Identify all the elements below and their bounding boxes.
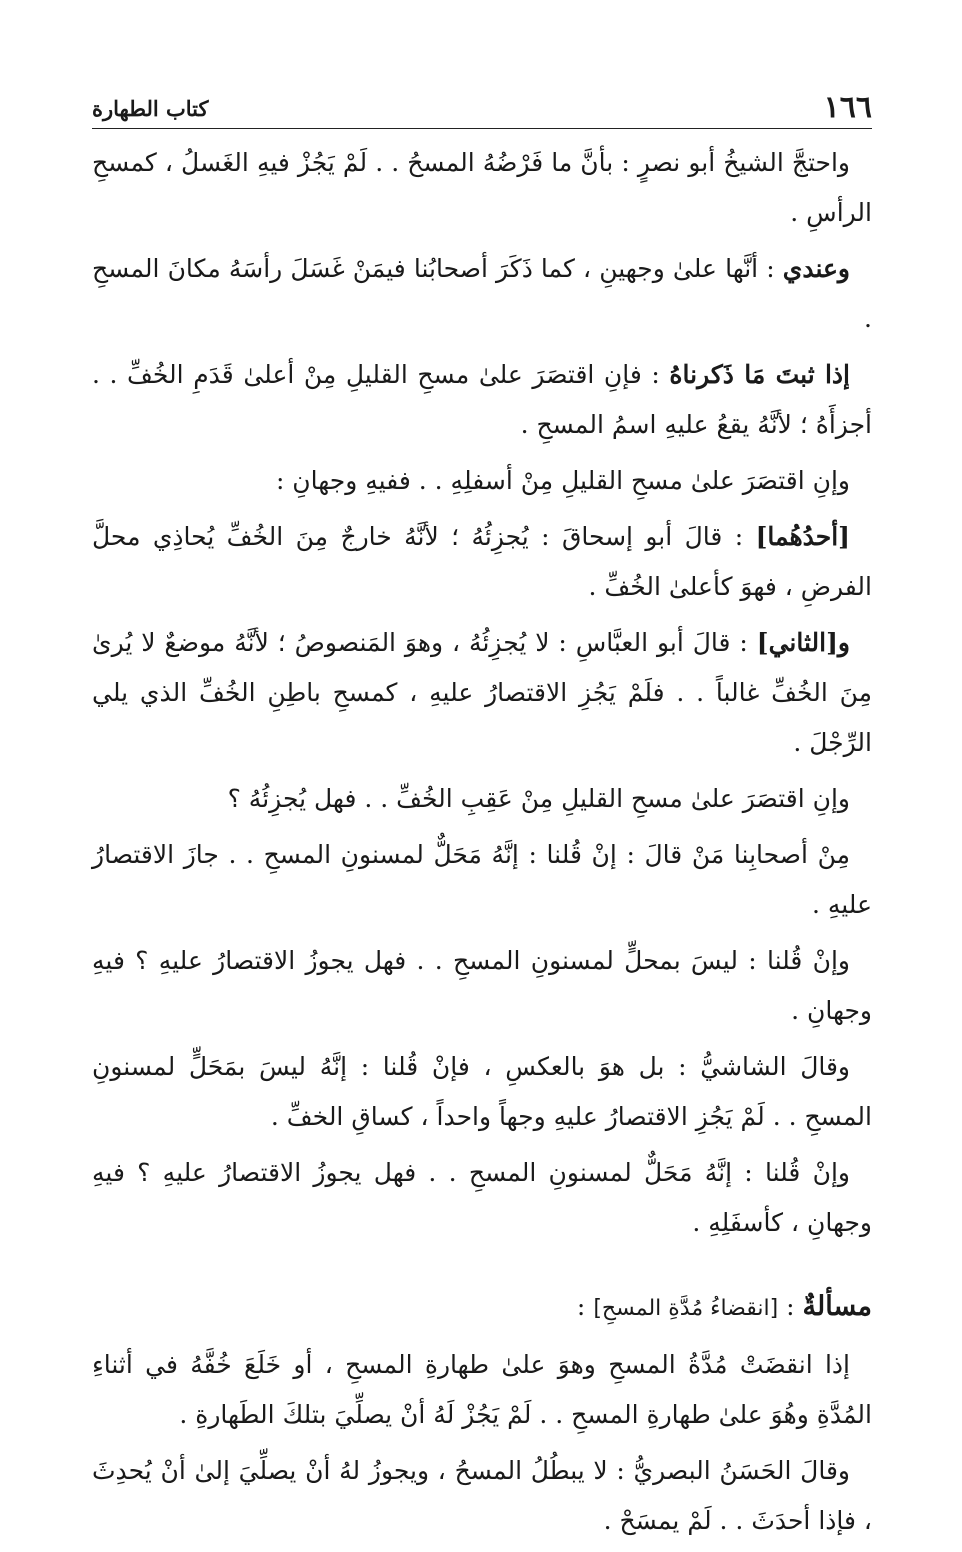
paragraph-text: وقالَ الحَسَنُ البصريُّ : لا يبطُلُ المسحُ ، ويجوزُ لهُ أنْ يصلِّيَ إلىٰ أنْ يُحدِثَ ، فإذا أحدَثَ . . لَمْ يمسَحْ . bbox=[92, 1456, 872, 1535]
page-body bbox=[92, 138, 872, 1552]
paragraph bbox=[92, 244, 872, 344]
paragraph-text: : أنَّها علىٰ وجهينِ ، كما ذَكَرَ أصحابُنا فيمَنْ غَسَلَ رأسَهُ مكانَ المسحِ . bbox=[92, 254, 872, 333]
paragraph-lead: و[الثاني] bbox=[756, 628, 850, 657]
paragraph-text: وقالَ الشاشيُّ : بل هوَ بالعكسِ ، فإنْ قُلنا : إنَّهُ ليسَ بمَحَلٍّ لمسنونِ المسحِ . . لَمْ يَجُزِ الاقتصارُ عليهِ وجهاً واحداً ، كساقِ الخفِّ . bbox=[92, 1052, 872, 1131]
page-number: ١٦٦ bbox=[823, 90, 872, 125]
paragraph bbox=[92, 1340, 872, 1440]
paragraph-lead: وعندي bbox=[782, 254, 850, 283]
paragraph-text: وإنْ قُلنا : إنَّهُ مَحَلٌّ لمسنونِ المسحِ . . فهل يجوزُ الاقتصارُ عليهِ ؟ فيهِ وجهانِ ، كأسفَلِهِ . bbox=[92, 1158, 872, 1237]
paragraph bbox=[92, 512, 872, 612]
paragraph bbox=[92, 618, 872, 768]
paragraph-lead: [أحدُهُما] bbox=[755, 522, 850, 551]
paragraph bbox=[92, 936, 872, 1036]
paragraph-text: مِنْ أصحابِنا مَنْ قالَ : إنْ قُلنا : إنَّهُ مَحَلٌّ لمسنونِ المسحِ . . جازَ الاقتصارُ عليهِ . bbox=[92, 840, 872, 919]
paragraph bbox=[92, 774, 872, 824]
issue-heading: مسألةٌ : [انقضاءُ مُدَّةِ المسحِ] : bbox=[576, 1291, 872, 1322]
paragraph-text: : فإنِ اقتصَرَ علىٰ مسحِ القليلِ مِنْ أعلىٰ قَدَمِ الخُفِّ . . أجزأَهُ ؛ لأنَّهُ يقعُ عليهِ اسمُ المسحِ . bbox=[92, 360, 872, 439]
paragraph bbox=[92, 1446, 872, 1546]
paragraph-text: واحتجَّ الشيخُ أبو نصرٍ : بأنَّ ما فَرْضُهُ المسحُ . . لَمْ يَجُزْ فيهِ الغَسلُ ، كمسحِ الرأسِ . bbox=[92, 148, 872, 227]
paragraph-text: : قالَ أبو إسحاقَ : يُجزِئُهُ ؛ لأنَّهُ خارجٌ مِنَ الخُفِّ يُحاذِي محلَّ الفرضِ ، فهوَ كأعلىٰ الخُفِّ . bbox=[92, 522, 872, 601]
paragraph bbox=[92, 830, 872, 930]
paragraph bbox=[92, 350, 872, 450]
issue-title: مسألةٌ bbox=[802, 1291, 872, 1322]
paragraph-lead: إذا ثبتَ مَا ذَكرناهُ bbox=[669, 360, 851, 389]
paragraph bbox=[92, 1042, 872, 1142]
issue-colon: : bbox=[576, 1292, 586, 1321]
paragraph-text: وإنِ اقتصَرَ علىٰ مسحِ القليلِ مِنْ أسفلِهِ . . ففيهِ وجهانِ : bbox=[275, 466, 850, 495]
paragraph bbox=[92, 1148, 872, 1248]
issue-topic: [انقضاءُ مُدَّةِ المسحِ] bbox=[593, 1296, 779, 1321]
paragraph-text: : قالَ أبو العبَّاسِ : لا يُجزِئُهُ ، وهوَ المَنصوصُ ؛ لأنَّهُ موضعٌ لا يُرىٰ مِنَ الخُفِّ غالباً . . فلَمْ يَجُزِ الاقتصارُ عليهِ ، كمسحِ باطِنِ الخُفِّ الذي يلي الرِّجْلَ . bbox=[92, 628, 872, 757]
document-page bbox=[92, 0, 872, 1535]
running-title: كتاب الطهارة bbox=[92, 96, 209, 121]
paragraph-text: إذا انقضَتْ مُدَّةُ المسحِ وهوَ علىٰ طهارةِ المسحِ ، أو خَلَعَ خُفَّهُ في أثناءِ المُدَّةِ وهُوَ علىٰ طهارةِ المسحِ . . لَمْ يَجُزْ لَهُ أنْ يصلِّيَ بتلكَ الطَهارةِ . bbox=[92, 1350, 872, 1429]
paragraph bbox=[92, 138, 872, 238]
paragraph bbox=[92, 456, 872, 506]
page-header bbox=[92, 88, 872, 129]
paragraph-text: وإنِ اقتصَرَ علىٰ مسحِ القليلِ مِنْ عَقِبِ الخُفِّ . . فهل يُجزِئُهُ ؟ bbox=[227, 784, 850, 813]
paragraph-text: وإنْ قُلنا : ليسَ بمحلٍّ لمسنونِ المسحِ . . فهل يجوزُ الاقتصارُ عليهِ ؟ فيهِ وجهانِ . bbox=[92, 946, 872, 1025]
